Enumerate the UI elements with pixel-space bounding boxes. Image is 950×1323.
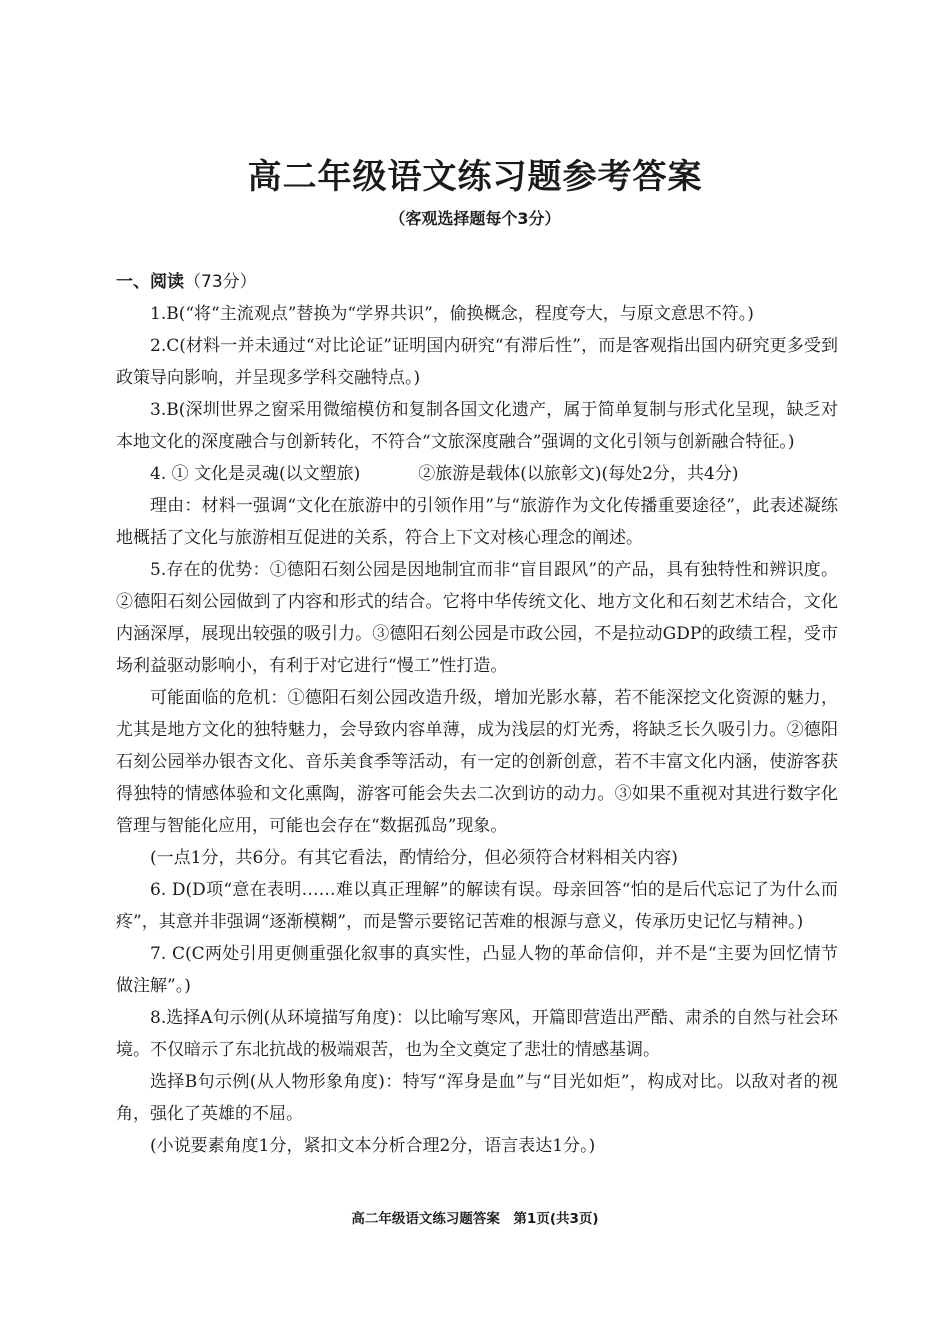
answer-q2: 2.C(材料一并未通过“对比论证”证明国内研究“有滞后性”，而是客观指出国内研究更多受到政策导向影响，并呈现多学科交融特点。) — [116, 336, 838, 388]
answer-q4 — [116, 458, 838, 490]
answer-q3: 3.B(深圳世界之窗采用微缩模仿和复制各国文化遗产，属于简单复制与形式化呈现，缺乏对本地文化的深度融合与创新转化，不符合“文旅深度融合”强调的文化引领与创新融合特征。) — [116, 400, 838, 452]
answer-q1: 1.B(“将“主流观点”替换为“学界共识”，偷换概念，程度夸大，与原文意思不符。) — [150, 304, 754, 324]
section-heading — [116, 266, 838, 298]
answer-body — [116, 266, 838, 1162]
answer-q6: 6. D(D项“意在表明……难以真正理解”的解读有误。母亲回答“怕的是后代忘记了为什么而疼”，其意并非强调“逐渐模糊”，而是警示要铭记苦难的根源与意义，传承历史记忆与精神。) — [116, 880, 838, 932]
answer-q4-reason: 理由：材料一强调“文化在旅游中的引领作用”与“旅游作为文化传播重要途径”，此表述凝练地概括了文化与旅游相互促进的关系，符合上下文对核心理念的阐述。 — [116, 496, 838, 548]
answer-q7: 7. C(C两处引用更侧重强化叙事的真实性，凸显人物的革命信仰，并不是“主要为回忆情节做注解”。) — [116, 944, 838, 996]
section-score: （73分） — [184, 272, 257, 292]
answer-q5-advantages: 5.存在的优势：①德阳石刻公园是因地制宜而非“盲目跟风”的产品，具有独特性和辨识度。②德阳石刻公园做到了内容和形式的结合。它将中华传统文化、地方文化和石刻艺术结合，文化内涵深厚，展现出较强的吸引力。③德阳石刻公园是市政公园，不是拉动GDP的政绩工程，受市场利益驱动影响小，有利于对它进行“慢工”性打造。 — [116, 560, 838, 676]
answer-q8-scoring: (小说要素角度1分，紧扣文本分析合理2分，语言表达1分。) — [150, 1136, 596, 1156]
answer-q8-option-b: 选择B句示例(从人物形象角度)：特写“浑身是血”与“目光如炬”，构成对比。以敌对者的视角，强化了英雄的不屈。 — [116, 1072, 838, 1124]
page-title: 高二年级语文练习题参考答案 — [247, 157, 703, 197]
answer-q4-part2: ②旅游是载体(以旅彰文)(每处2分，共4分) — [418, 464, 739, 484]
section-title: 一、阅读 — [116, 272, 184, 292]
answer-q5-risks: 可能面临的危机：①德阳石刻公园改造升级，增加光影水幕，若不能深挖文化资源的魅力，尤其是地方文化的独特魅力，会导致内容单薄，成为浅层的灯光秀，将缺乏长久吸引力。②德阳石刻公园举办银杏文化、音乐美食季等活动，有一定的创新创意，若不丰富文化内涵，使游客获得独特的情感体验和文化熏陶，游客可能会失去二次到访的动力。③如果不重视对其进行数字化管理与智能化应用，可能也会存在“数据孤岛”现象。 — [116, 688, 838, 836]
answer-q5-scoring: (一点1分，共6分。有其它看法，酌情给分，但必须符合材料相关内容) — [150, 848, 678, 868]
page-footer: 高二年级语文练习题答案 第1页(共3页) — [351, 1211, 599, 1227]
answer-q8-option-a: 8.选择A句示例(从环境描写角度)：以比喻写寒风，开篇即营造出严酷、肃杀的自然与社会环境。不仅暗示了东北抗战的极端艰苦，也为全文奠定了悲壮的情感基调。 — [116, 1008, 838, 1060]
page-subtitle: （客观选择题每个3分） — [389, 209, 561, 228]
answer-q4-part1: 4. ① 文化是灵魂(以文塑旅) — [150, 464, 361, 484]
